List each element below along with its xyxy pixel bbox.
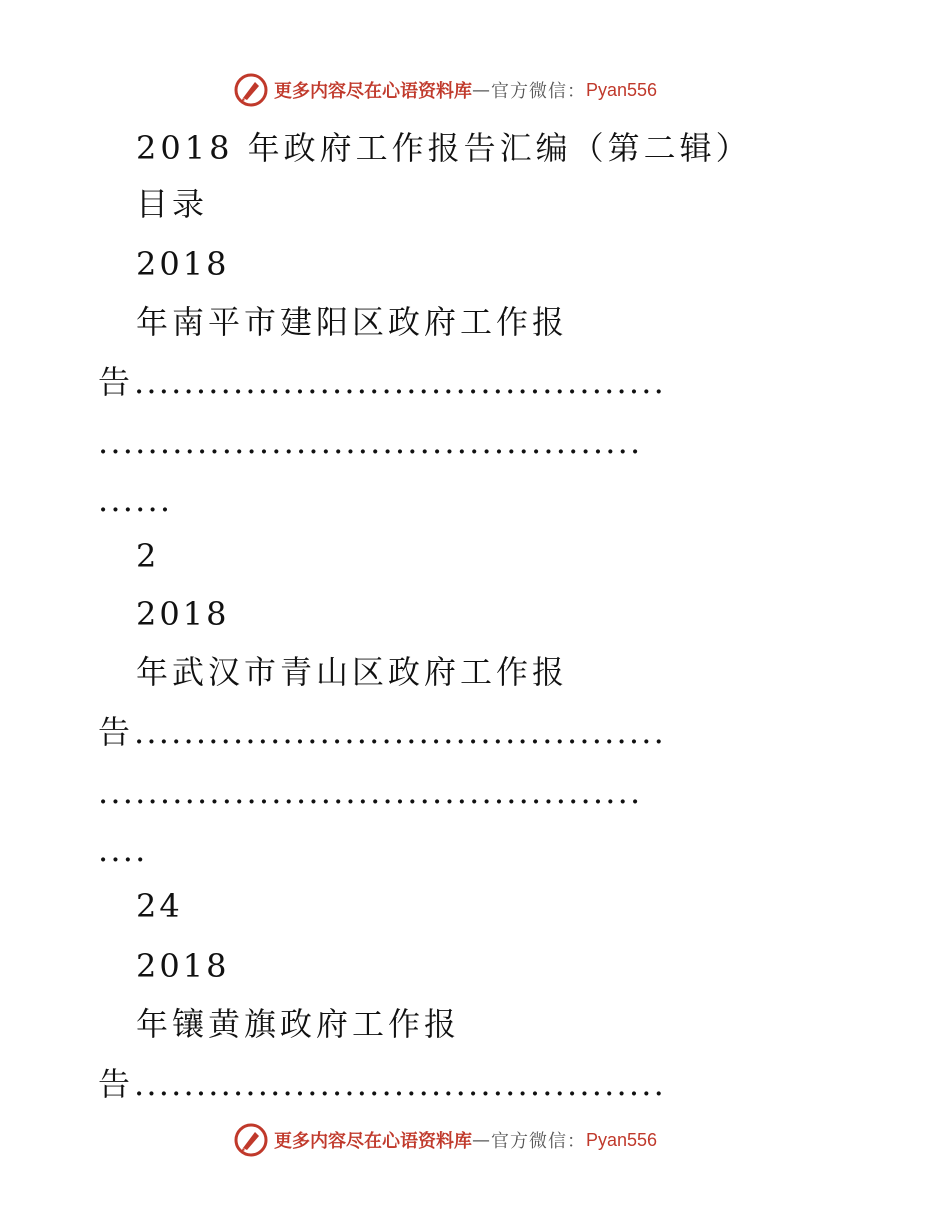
pen-logo-icon xyxy=(234,1123,268,1157)
toc-entry-title: 年南平市建阳区政府工作报 xyxy=(136,303,569,341)
document-title: 2018 年政府工作报告汇编（第二辑） xyxy=(136,129,752,167)
toc-leader-dots: ........................................... xyxy=(134,1065,667,1103)
toc-leader-dots: ........................................... xyxy=(134,713,667,751)
pen-logo-icon xyxy=(234,73,268,107)
toc-entry-year: 2018 xyxy=(136,595,230,633)
toc-entry-page: 2 xyxy=(136,537,160,575)
watermark-official: 官方微信： xyxy=(491,1131,586,1152)
watermark-label: 更多内容尽在心语资料库 xyxy=(274,1131,472,1152)
toc-leader-dots: ........................................... xyxy=(134,363,667,401)
watermark-wechat-id: Pyan556 xyxy=(586,1129,658,1150)
toc-entry-title: 年镶黄旗政府工作报 xyxy=(136,1005,461,1043)
watermark-dash: — xyxy=(472,79,491,101)
toc-leader-dots: .... xyxy=(98,831,148,869)
toc-leader-dots: ............................................ xyxy=(98,423,643,461)
toc-entry-tail: 告........................................... xyxy=(98,713,667,751)
watermark-official: 官方微信： xyxy=(491,81,586,102)
toc-entry-title: 年武汉市青山区政府工作报 xyxy=(136,653,569,691)
watermark-dash: — xyxy=(472,1129,491,1151)
toc-leader-dots: ............................................ xyxy=(98,773,643,811)
toc-entry-year: 2018 xyxy=(136,947,230,985)
watermark-header xyxy=(234,72,657,108)
toc-heading: 目录 xyxy=(136,185,209,223)
watermark-label: 更多内容尽在心语资料库 xyxy=(274,81,472,102)
toc-entry-year: 2018 xyxy=(136,245,230,283)
toc-entry-page: 24 xyxy=(136,887,183,925)
toc-leader-dots: ...... xyxy=(98,481,173,519)
toc-entry-tail: 告........................................... xyxy=(98,363,667,401)
toc-entry-tail: 告........................................... xyxy=(98,1065,667,1103)
watermark-wechat-id: Pyan556 xyxy=(586,79,658,100)
watermark-footer xyxy=(234,1122,657,1158)
